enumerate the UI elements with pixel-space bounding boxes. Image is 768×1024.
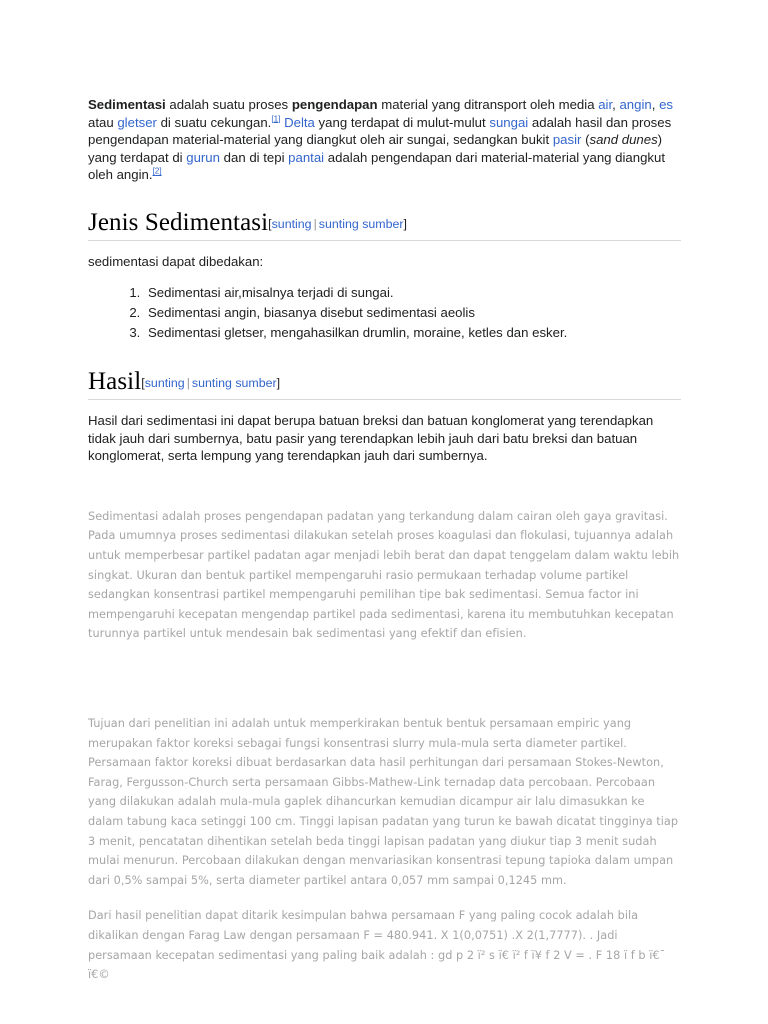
link-gletser[interactable]: gletser: [117, 114, 157, 130]
intro-text-4: di suatu cekungan.: [156, 114, 272, 130]
section-title-hasil: Hasil: [88, 367, 142, 395]
reference-marker-2[interactable]: [2]: [152, 166, 162, 176]
intro-term-pengendapan: pengendapan: [291, 97, 378, 112]
list-item: 2. Sedimentasi angin, biasanya disebut sedimentasi aeolis: [144, 303, 681, 323]
edit-bracket-close-hasil: ]: [276, 375, 281, 390]
list-item: 3. Sedimentasi gletser, mengahasilkan drumlin, moraine, ketles dan esker.: [144, 323, 681, 343]
section-heading-hasil: [88, 369, 681, 400]
intro-text-3: atau: [88, 114, 118, 130]
grey-paragraph-1: Sedimentasi adalah proses pengendapan padatan yang terkandung dalam cairan oleh gaya gravitasi. Pada umumnya proses sedimentasi dilakukan setelah proses koagulasi dan flokulasi, tujuannya adalah untuk memperbesar partikel padatan agar menjadi lebih berat dan dapat tenggelam dalam waktu lebih singkat. Ukuran dan bentuk partikel mempengaruhi rasio permukaan terhadap volume partikel sedangkan konsentrasi partikel mempengaruhi pemilihan tipe bak sedimentasi. Semua factor ini mempengaruhi kecepatan mengendap partikel pada sedimentasi, karena itu membutuhkan kecepatan turunnya partikel untuk mendesain bak sedimentasi yang efektif dan efisien.: [88, 509, 680, 641]
intro-paren-open: (: [581, 132, 590, 148]
reference-marker-1[interactable]: [1]: [271, 114, 281, 124]
jenis-lead-text: sedimentasi dapat dibedakan:: [88, 254, 264, 270]
edit-bracket-open-hasil: [: [141, 375, 145, 390]
link-pantai[interactable]: pantai: [288, 149, 325, 165]
intro-text-7: ) yang terdapat di: [88, 132, 663, 165]
grey-paragraph-3-conclusion: Dari hasil penelitian dapat ditarik kesimpulan bahwa persamaan F yang paling cocok adalah bila dikalikan dengan Farag Law dengan persamaan F = 480.941. Χ 1(0,0751) .Χ 2(1,7777). . Jadi persamaan kecepatan sedimentasi yang paling baik adalah : gd p 2 ï² s ï€ ï² f ï¥ f 2 V = . F 18 ï f b ï€¯ ï€©: [88, 909, 666, 982]
intro-text-2: material yang ditransport oleh media: [377, 97, 599, 112]
jenis-sedimentasi-list: [88, 283, 681, 343]
link-angin[interactable]: angin: [619, 97, 652, 112]
edit-link-hasil[interactable]: sunting: [144, 375, 185, 390]
intro-text-8: dan di tepi: [219, 149, 289, 165]
link-gurun[interactable]: gurun: [186, 149, 220, 165]
list-item: 1. Sedimentasi air,misalnya terjadi di sungai.: [144, 283, 681, 303]
document-content: [88, 96, 681, 985]
hasil-body-text: Hasil dari sedimentasi ini dapat berupa batuan breksi dan batuan konglomerat yang terendapkan tidak jauh dari sumbernya, batu pasir yang terendapkan lebih jauh dari batu breksi dan batuan konglomerat, serta lempung yang terendapkan jauh dari sumbernya.: [88, 413, 654, 464]
edit-separator-jenis: |: [313, 216, 317, 231]
spacer-between-grey-paragraphs: [88, 644, 681, 714]
spacer-before-conclusion: [88, 890, 681, 906]
link-air[interactable]: air: [598, 97, 613, 112]
grey-paragraph-2: Tujuan dari penelitian ini adalah untuk memperkirakan bentuk bentuk persamaan empiric yang merupakan faktor koreksi sebagai fungsi konsentrasi slurry mula-mula serta diameter partikel. Persamaan faktor koreksi dibuat berdasarkan data hasil perhitungan dari persamaan Stokes-Newton, Farag, Fergusson-Church serta persamaan Gibbs-Mathew-Link ternadap data percobaan. Percobaan yang dilakukan adalah mula-mula gaplek dihancurkan kemudian dicampur air lalu dimasukkan ke dalam tabung kaca setinggi 100 cm. Tinggi lapisan padatan yang turun ke bawah dicatat tingginya tiap 3 menit, pencatatan dihentikan setelah beda tinggi lapisan padatan yang diukur tiap 3 menit sudah mulai menurun. Percobaan dilakukan dengan menvariasikan konsentrasi tepung tapioka dalam umpan dari 0,5% sampai 5%, serta diameter partikel antara 0,057 mm sampai 0,1245 mm.: [88, 717, 679, 887]
intro-term-sedimentasi: Sedimentasi: [88, 97, 166, 112]
edit-source-link-jenis[interactable]: sunting sumber: [318, 216, 404, 231]
edit-links-hasil: [141, 376, 280, 390]
spacer-before-grey-section: [88, 465, 681, 507]
link-delta[interactable]: Delta: [284, 114, 315, 130]
edit-bracket-close-jenis: ]: [403, 216, 407, 231]
edit-separator-hasil: |: [186, 375, 190, 390]
intro-term-sand-dunes: sand dunes: [589, 132, 658, 148]
section-title-jenis-sedimentasi: Jenis Sedimentasi: [88, 208, 269, 236]
intro-text-1: adalah suatu proses: [165, 97, 292, 112]
link-es[interactable]: es: [659, 97, 673, 112]
edit-link-jenis[interactable]: sunting: [271, 216, 312, 231]
intro-paragraph: [88, 96, 681, 184]
intro-sep-1: ,: [612, 97, 620, 112]
intro-text-6: adalah hasil dan proses pengendapan material-material yang diangkut oleh air sungai, sedangkan bukit: [88, 114, 672, 148]
edit-bracket-open-jenis: [: [268, 216, 272, 231]
link-sungai[interactable]: sungai: [489, 114, 529, 130]
intro-sep-2: ,: [651, 97, 660, 112]
intro-text-9: adalah pengendapan dari material-material yang diangkut oleh angin.: [88, 149, 666, 183]
intro-text-5: yang terdapat di mulut-mulut: [314, 114, 490, 130]
edit-links-jenis: [268, 217, 407, 231]
section-heading-jenis-sedimentasi: [88, 210, 681, 241]
edit-source-link-hasil[interactable]: sunting sumber: [191, 375, 277, 390]
link-pasir[interactable]: pasir: [552, 132, 582, 148]
